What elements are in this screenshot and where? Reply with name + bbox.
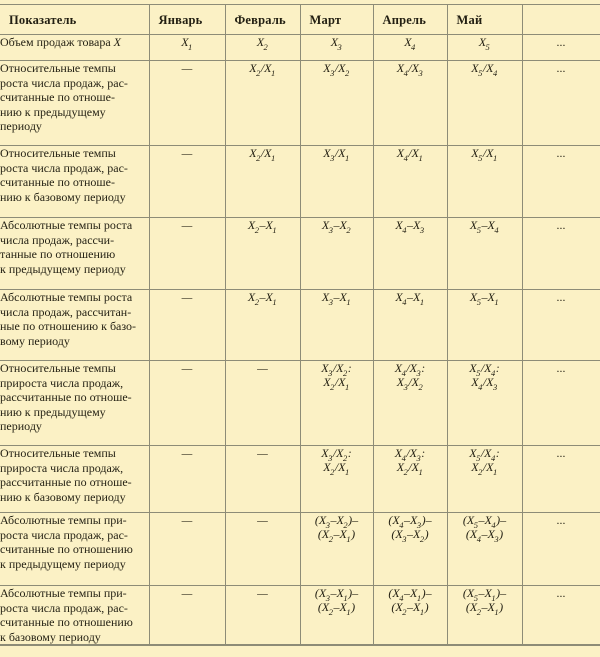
row-label: Относительные темпы прироста числа продаж, рассчитанные по отноше- нию к базовому периоду: [0, 446, 132, 504]
table-row: [0, 513, 600, 586]
formula-cell: $X_3/X_2$: $X_2/X_1$: [300, 361, 373, 446]
formula-cell: —: [149, 290, 225, 361]
formula-cell: $(X_5-X_4)-$ $(X_4-X_3)$: [447, 513, 522, 586]
table-row: [0, 218, 600, 290]
table-row: [0, 586, 600, 646]
formula-cell: $X_4/X_3$: $X_3/X_2$: [373, 361, 447, 446]
formula-cell: $X_4$: [373, 35, 447, 61]
formula-cell: $(X_4-X_1)-$ $(X_2-X_1)$: [373, 586, 447, 646]
formula-cell: —: [225, 586, 300, 646]
formula-cell: ...: [522, 61, 600, 146]
table-row: [0, 446, 600, 513]
header-cell-may: Май: [447, 5, 522, 35]
table-row: [0, 361, 600, 446]
header-cell-ellipsis: [522, 5, 600, 35]
formula-cell: $X_5/X_4$: $X_4/X_3$: [447, 361, 522, 446]
table-body: [0, 35, 600, 646]
formula-cell: $X_1$: [149, 35, 225, 61]
formula-cell: —: [149, 361, 225, 446]
formula-cell: $X_5/X_4$: $X_2/X_1$: [447, 446, 522, 513]
formula-cell: $X_4-X_3$: [373, 218, 447, 290]
row-label: Абсолютные темпы роста числа продаж, рассчитан- ные по отношению к базо- вому периоду: [0, 290, 137, 348]
row-label: Абсолютные темпы роста числа продаж, рассчи- танные по отношению к предыдущему периоду: [0, 218, 133, 276]
row-label: Абсолютные темпы при- роста числа продаж, рас- считанные по отношению к предыдущему периоду: [0, 513, 133, 571]
formula-cell: $X_5/X_1$: [447, 146, 522, 218]
formula-cell: $(X_3-X_1)-$ $(X_2-X_1)$: [300, 586, 373, 646]
formula-cell: $(X_5-X_1)-$ $(X_2-X_1)$: [447, 586, 522, 646]
formula-cell: ...: [522, 586, 600, 646]
formula-cell: $X_3$: [300, 35, 373, 61]
header-cell-indicator: Показатель: [9, 13, 77, 27]
table-row: [0, 146, 600, 218]
formula-cell: $X_2-X_1$: [225, 290, 300, 361]
formula-cell: $(X_3-X_2)-$ $(X_2-X_1)$: [300, 513, 373, 586]
formula-cell: —: [225, 446, 300, 513]
formula-cell: ...: [522, 218, 600, 290]
formula-cell: —: [149, 586, 225, 646]
table-header-row: [0, 5, 600, 35]
formula-cell: ...: [522, 513, 600, 586]
formula-cell: $X_3/X_1$: [300, 146, 373, 218]
formula-cell: —: [149, 61, 225, 146]
formula-cell: ...: [522, 446, 600, 513]
formula-cell: $X_5/X_4$: [447, 61, 522, 146]
formula-cell: $X_5$: [447, 35, 522, 61]
formula-cell: $X_3/X_2$: $X_2/X_1$: [300, 446, 373, 513]
formula-cell: $X_3-X_1$: [300, 290, 373, 361]
formula-cell: $(X_4-X_3)-$ $(X_3-X_2)$: [373, 513, 447, 586]
formula-cell: $X_5-X_1$: [447, 290, 522, 361]
formula-cell: ...: [522, 290, 600, 361]
formula-cell: —: [225, 361, 300, 446]
formula-cell: —: [225, 513, 300, 586]
formula-cell: —: [149, 218, 225, 290]
row-label: Относительные темпы роста числа продаж, рас- считанные по отноше- нию к базовому периоду: [0, 146, 128, 204]
indicators-table: [0, 4, 600, 646]
row-label: Абсолютные темпы при- роста числа продаж, рас- считанные по отношению к базовому периоду: [0, 586, 133, 644]
formula-cell: —: [149, 146, 225, 218]
header-cell-february: Февраль: [225, 5, 300, 35]
page: [0, 4, 600, 657]
formula-cell: $X_4-X_1$: [373, 290, 447, 361]
formula-cell: $X_3/X_2$: [300, 61, 373, 146]
formula-cell: ...: [522, 146, 600, 218]
row-label: Объем продаж товара X: [0, 35, 121, 49]
formula-cell: —: [149, 513, 225, 586]
formula-cell: ...: [522, 35, 600, 61]
table-header: [0, 5, 600, 35]
formula-cell: $X_5-X_4$: [447, 218, 522, 290]
formula-cell: ...: [522, 361, 600, 446]
formula-cell: —: [149, 446, 225, 513]
formula-cell: $X_2/X_1$: [225, 146, 300, 218]
header-cell-march: Март: [300, 5, 373, 35]
table-row: [0, 61, 600, 146]
formula-cell: $X_2-X_1$: [225, 218, 300, 290]
table-row: [0, 35, 600, 61]
row-label: Относительные темпы прироста числа продаж, рассчитанные по отноше- нию к предыдущему периоду: [0, 361, 132, 433]
formula-cell: $X_4/X_3$: $X_2/X_1$: [373, 446, 447, 513]
formula-cell: $X_2$: [225, 35, 300, 61]
formula-cell: $X_4/X_3$: [373, 61, 447, 146]
header-cell-january: Январь: [149, 5, 225, 35]
formula-cell: $X_2/X_1$: [225, 61, 300, 146]
row-label: Относительные темпы роста числа продаж, рас- считанные по отноше- нию к предыдущему периоду: [0, 61, 128, 133]
formula-cell: $X_3-X_2$: [300, 218, 373, 290]
table-row: [0, 290, 600, 361]
header-cell-april: Апрель: [373, 5, 447, 35]
formula-cell: $X_4/X_1$: [373, 146, 447, 218]
